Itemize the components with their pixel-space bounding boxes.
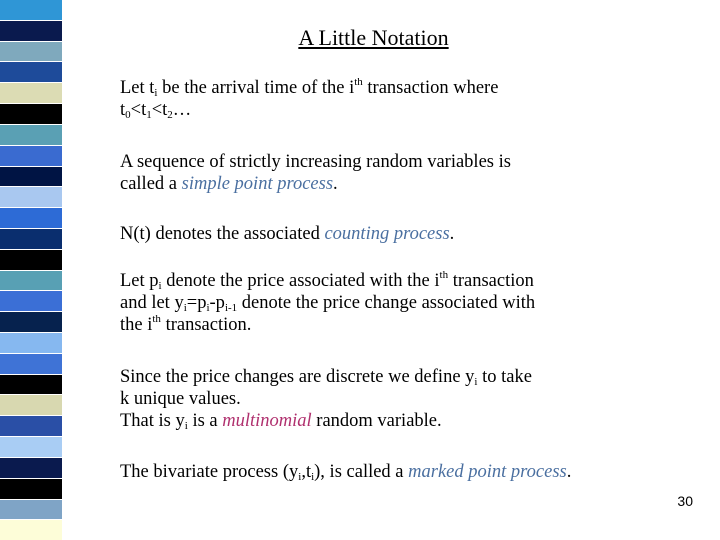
term-simple-point-process: simple point process — [181, 174, 334, 194]
stripe-segment — [0, 333, 62, 354]
decorative-stripe — [0, 0, 62, 540]
paragraph-simple-point-process: A sequence of strictly increasing random variables is called a simple point process. — [120, 152, 511, 194]
paragraph-counting-process: N(t) denotes the associated counting process. — [120, 224, 455, 244]
stripe-segment — [0, 62, 62, 83]
stripe-segment — [0, 167, 62, 188]
paragraph-arrival-time: Let $t_i$ be the arrival time of the $i^{th}$ transaction where $t_0<t_1<t_2\dots$ — [120, 76, 499, 121]
stripe-segment — [0, 375, 62, 396]
paragraph-price-change: Let $p_i$ denote the price associated with the $i^{th}$ transaction and let $y_i=p_i-p_{i-1}$ denote the price change associated with the $i^{th}$ transaction. — [120, 269, 536, 335]
term-marked-point-process: marked point process — [408, 462, 567, 482]
paragraph-discrete-values: Since the price changes are discrete we define $y_i$ to take k unique values. That is $y_i$ is a multinomial random variable. — [120, 367, 532, 432]
stripe-segment — [0, 229, 62, 250]
stripe-segment — [0, 125, 62, 146]
stripe-segment — [0, 187, 62, 208]
stripe-segment — [0, 520, 62, 540]
stripe-segment — [0, 458, 62, 479]
paragraph-marked-point-process: The bivariate process $(y_i,t_i)$, is called a marked point process. — [120, 462, 572, 483]
term-counting-process: counting process — [324, 224, 450, 244]
stripe-segment — [0, 416, 62, 437]
stripe-segment — [0, 395, 62, 416]
stripe-segment — [0, 104, 62, 125]
stripe-segment — [0, 0, 62, 21]
stripe-segment — [0, 291, 62, 312]
stripe-segment — [0, 354, 62, 375]
stripe-segment — [0, 479, 62, 500]
stripe-segment — [0, 271, 62, 292]
stripe-segment — [0, 437, 62, 458]
term-multinomial: multinomial — [222, 411, 312, 431]
stripe-segment — [0, 500, 62, 521]
stripe-segment — [0, 83, 62, 104]
stripe-segment — [0, 208, 62, 229]
stripe-segment — [0, 312, 62, 333]
stripe-segment — [0, 146, 62, 167]
page-number: 30 — [677, 493, 693, 509]
slide-title: A Little Notation — [298, 25, 449, 50]
stripe-segment — [0, 250, 62, 271]
